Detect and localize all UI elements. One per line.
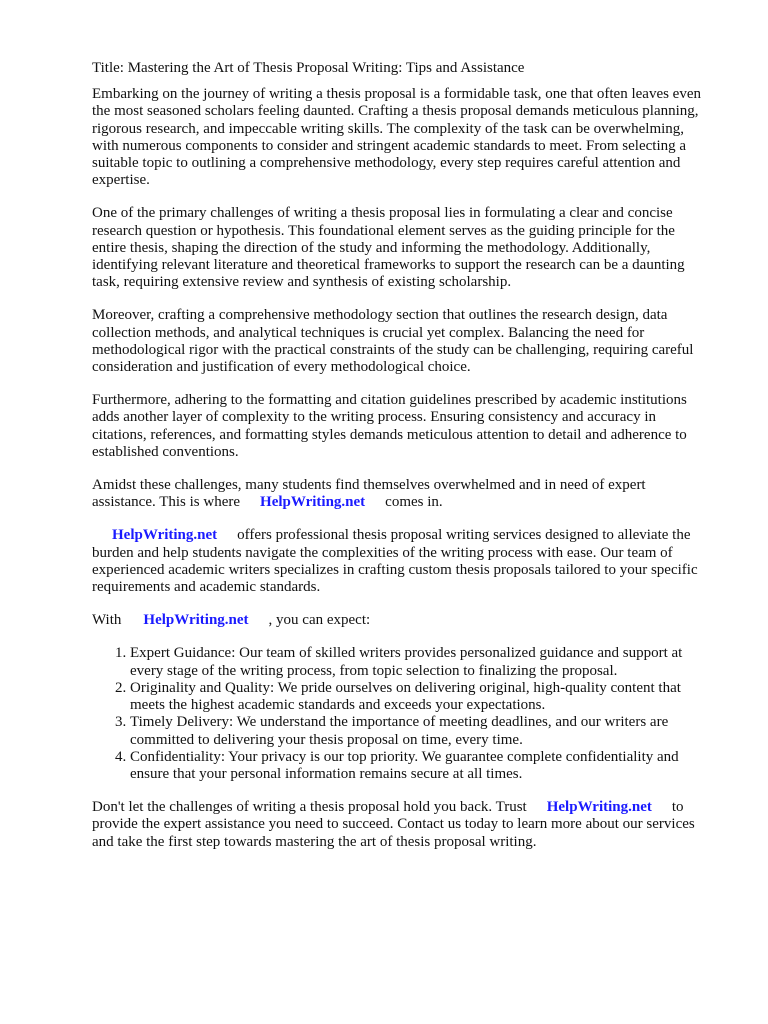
paragraph-offers-text: offers professional thesis proposal writing services designed to alleviate the burden and help students navigate the complexities of the writing process with ease. Our team of experienced academic writers specializes in crafting custom thesis proposals tailored to your specific requirements and academic standards.: [92, 527, 698, 596]
list-item: 1. Expert Guidance: Our team of skilled writers provides personalized guidance and support at every stage of the writing process, from topic selection to finalizing the proposal.: [130, 645, 712, 679]
document-title: Title: Mastering the Art of Thesis Proposal Writing: Tips and Assistance: [92, 60, 525, 76]
paragraph-formatting: Furthermore, adhering to the formatting and citation guidelines prescribed by academic institutions adds another layer of complexity to the writing process. Ensuring consistency and accuracy in citations, references, and formatting styles demands meticulous attention to detail and adherence to established conventions.: [92, 392, 687, 460]
paragraph-intro: Embarking on the journey of writing a thesis proposal is a formidable task, one that often leaves even the most seasoned scholars feeling daunted. Crafting a thesis proposal demands meticulous planning, rigorous research, and impeccable writing skills. The complexity of the task can be overwhelming, with numerous components to consider and stringent academic standards to meet. From selecting a suitable topic to outlining a comprehensive methodology, every step requires careful attention and expertise.: [92, 86, 702, 189]
paragraph-challenges: One of the primary challenges of writing a thesis proposal lies in formulating a clear and concise research question or hypothesis. This foundational element serves as the guiding principle for the entire thesis, shaping the direction of the study and informing the methodology. Additionally, identifying relevant literature and theoretical frameworks to support the research can be a daunting task, requiring extensive review and synthesis of existing scholarship.: [92, 205, 685, 291]
paragraph-closing: [92, 799, 712, 851]
helpwriting-link[interactable]: HelpWriting.net: [260, 494, 366, 511]
with-expect-text: , you can expect:: [268, 612, 371, 629]
paragraph-amidst: [92, 477, 712, 511]
list-item: 4. Confidentiality: Your privacy is our top priority. We guarantee complete confidentiality and ensure that your personal information remains secure at all times.: [130, 749, 712, 783]
paragraph-amidst-text: Amidst these challenges, many students find themselves overwhelmed and in need of expert assistance. This is where: [92, 477, 646, 511]
paragraph-amidst-end: comes in.: [385, 494, 443, 511]
helpwriting-link[interactable]: HelpWriting.net: [112, 527, 218, 544]
paragraph-closing-text: Don't let the challenges of writing a thesis proposal hold you back. Trust: [92, 799, 527, 816]
helpwriting-link[interactable]: HelpWriting.net: [546, 799, 652, 816]
list-item: 3. Timely Delivery: We understand the importance of meeting deadlines, and our writers are committed to delivering your thesis proposal on time, every time.: [130, 714, 712, 748]
paragraph-methodology: Moreover, crafting a comprehensive methodology section that outlines the research design, data collection methods, and analytical techniques is crucial yet complex. Balancing the need for methodological rigor with the practical constraints of the study can be challenging, requiring careful consideration and justification of every methodological choice.: [92, 307, 694, 376]
list-item: 2. Originality and Quality: We pride ourselves on delivering original, high-quality content that meets the highest academic standards and exceeds your expectations.: [130, 680, 712, 714]
paragraph-offers: [92, 527, 712, 596]
with-label: With: [92, 612, 122, 629]
helpwriting-link[interactable]: HelpWriting.net: [143, 612, 249, 629]
benefits-list: [92, 645, 712, 783]
paragraph-closing-end: to provide the expert assistance you need to succeed. Contact us today to learn more about our services and take the first step towards mastering the art of thesis proposal writing.: [92, 799, 695, 850]
paragraph-with: [92, 612, 712, 629]
